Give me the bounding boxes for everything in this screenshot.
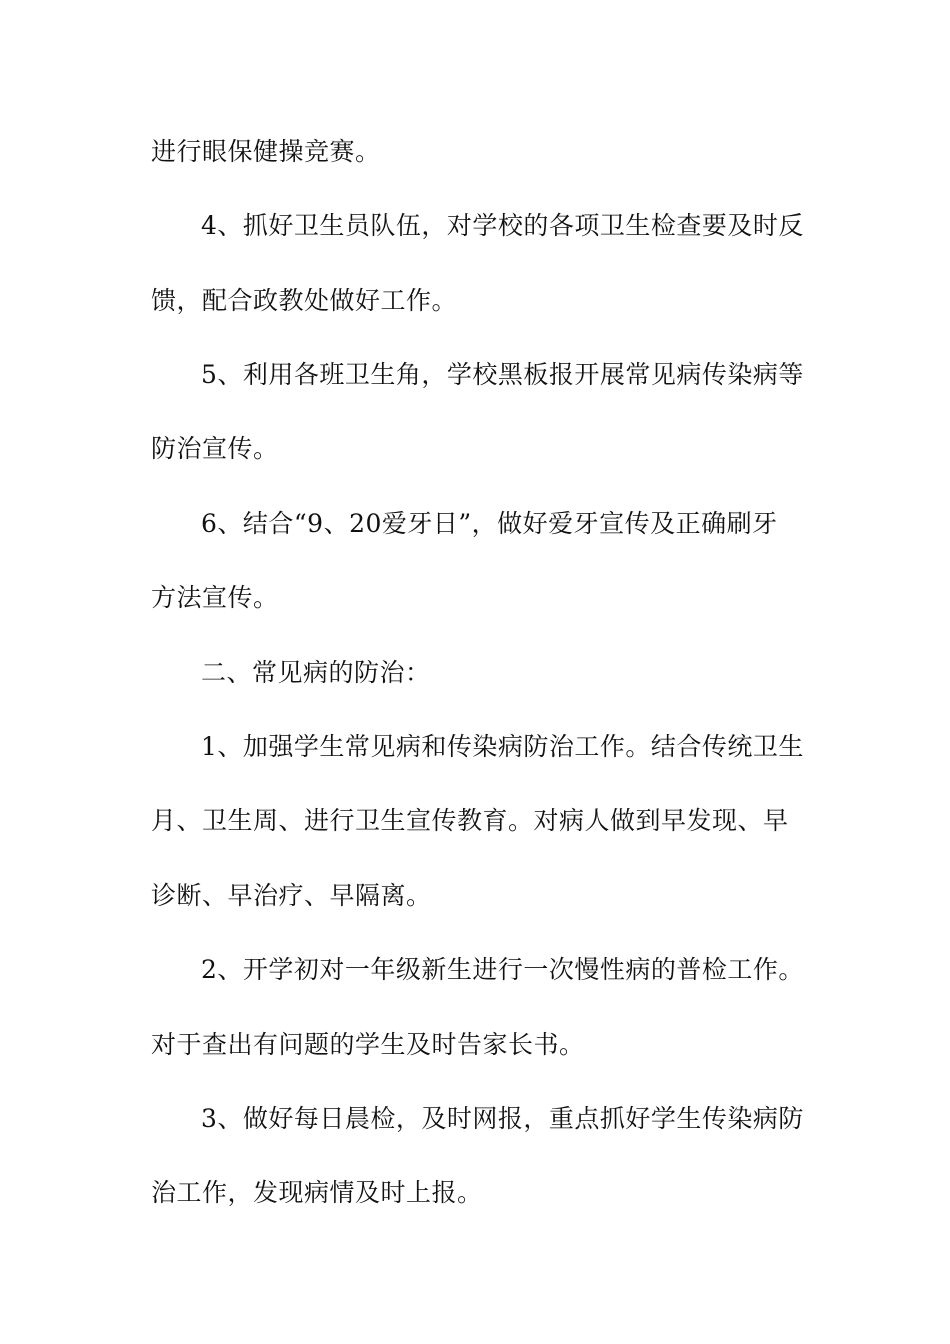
text-line: 1、加强学生常见病和传染病防治工作。结合传统卫生	[201, 732, 804, 761]
text-line: 防治宣传。	[151, 434, 279, 463]
text-line: 5、利用各班卫生角，学校黑板报开展常见病传染病等	[201, 360, 804, 389]
text-line: 进行眼保健操竞赛。	[151, 137, 381, 166]
text-line: 馈，配合政教处做好工作。	[151, 286, 458, 315]
text-line: 4、抓好卫生员队伍，对学校的各项卫生检查要及时反	[201, 211, 804, 240]
text-line: 治工作，发现病情及时上报。	[151, 1178, 483, 1207]
text-line: 月、卫生周、进行卫生宣传教育。对病人做到早发现、早	[151, 806, 789, 835]
text-line: 诊断、早治疗、早隔离。	[151, 881, 432, 910]
section-heading: 二、常见病的防治：	[201, 658, 431, 687]
text-line: 方法宣传。	[151, 583, 279, 612]
text-line: 对于查出有问题的学生及时告家长书。	[151, 1030, 585, 1059]
text-line: 2、开学初对一年级新生进行一次慢性病的普检工作。	[201, 955, 804, 984]
text-line: 3、做好每日晨检，及时网报，重点抓好学生传染病防	[201, 1104, 804, 1133]
text-line: 6、结合“9、20爱牙日”，做好爱牙宣传及正确刷牙	[201, 509, 778, 538]
